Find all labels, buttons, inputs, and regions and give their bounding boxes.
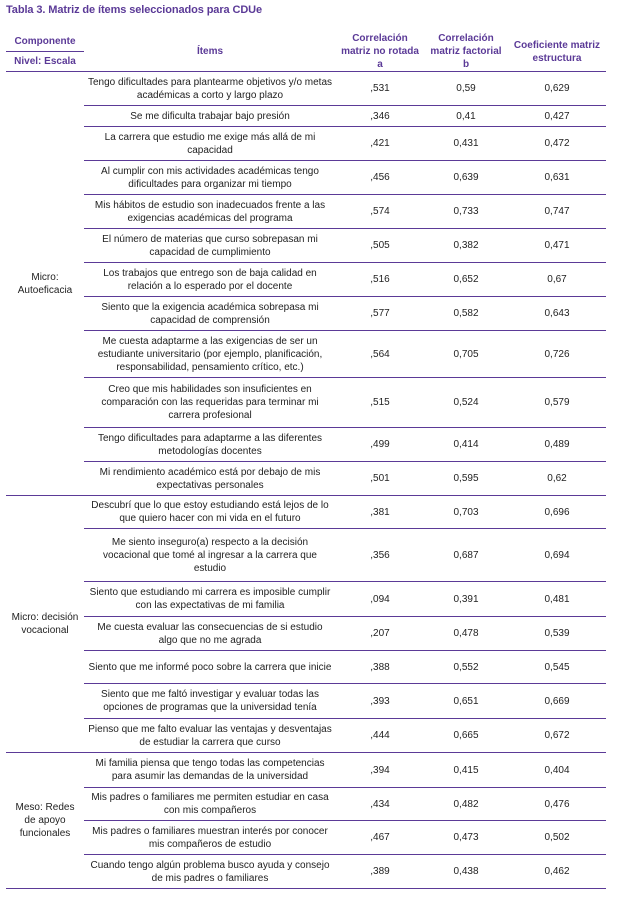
item-text: Me cuesta evaluar las consecuencias de si estudio algo que no me agrada bbox=[84, 617, 336, 651]
corr-no-rotada-value: ,388 bbox=[336, 651, 424, 684]
header-coef-estructura: Coeficiente matriz estructura bbox=[508, 32, 606, 72]
coef-estructura-value: 0,545 bbox=[508, 651, 606, 684]
corr-factorial-value: 0,651 bbox=[424, 684, 508, 719]
coef-estructura-value: 0,747 bbox=[508, 195, 606, 229]
corr-factorial-value: 0,59 bbox=[424, 72, 508, 106]
corr-no-rotada-value: ,094 bbox=[336, 582, 424, 617]
corr-no-rotada-value: ,393 bbox=[336, 684, 424, 719]
coef-estructura-value: 0,539 bbox=[508, 617, 606, 651]
table-row bbox=[6, 684, 606, 719]
corr-factorial-value: 0,391 bbox=[424, 582, 508, 617]
item-text: Siento que me faltó investigar y evaluar todas las opciones de programas que la universidad tenía bbox=[84, 684, 336, 719]
item-text: Tengo dificultades para plantearme objetivos y/o metas académicas a corto y largo plazo bbox=[84, 72, 336, 106]
component-label: Meso: Redes de apoyo funcionales bbox=[6, 753, 84, 889]
coef-estructura-value: 0,631 bbox=[508, 161, 606, 195]
table-row bbox=[6, 855, 606, 889]
table-row bbox=[6, 462, 606, 496]
coef-estructura-value: 0,67 bbox=[508, 263, 606, 297]
corr-no-rotada-value: ,389 bbox=[336, 855, 424, 889]
coef-estructura-value: 0,62 bbox=[508, 462, 606, 496]
corr-factorial-value: 0,482 bbox=[424, 788, 508, 821]
table-row bbox=[6, 229, 606, 263]
item-text: Mis padres o familiares me permiten estudiar en casa con mis compañeros bbox=[84, 788, 336, 821]
corr-factorial-value: 0,41 bbox=[424, 106, 508, 127]
coef-estructura-value: 0,476 bbox=[508, 788, 606, 821]
corr-factorial-value: 0,524 bbox=[424, 378, 508, 428]
component-label: Micro: Autoeficacia bbox=[6, 72, 84, 496]
table-row bbox=[6, 788, 606, 821]
coef-estructura-value: 0,672 bbox=[508, 719, 606, 753]
corr-factorial-value: 0,473 bbox=[424, 821, 508, 855]
table-row bbox=[6, 106, 606, 127]
corr-factorial-value: 0,431 bbox=[424, 127, 508, 161]
corr-factorial-value: 0,414 bbox=[424, 428, 508, 462]
coef-estructura-value: 0,629 bbox=[508, 72, 606, 106]
corr-no-rotada-value: ,531 bbox=[336, 72, 424, 106]
header-items: Ítems bbox=[84, 32, 336, 72]
item-text: Mis padres o familiares muestran interés por conocer mis compañeros de estudio bbox=[84, 821, 336, 855]
component-label: Micro: decisión vocacional bbox=[6, 496, 84, 753]
header-corr-no-rotada: Correlación matriz no rotada a bbox=[336, 32, 424, 72]
corr-factorial-value: 0,552 bbox=[424, 651, 508, 684]
item-text: Mi familia piensa que tengo todas las competencias para asumir las demandas de la universidad bbox=[84, 753, 336, 788]
item-text: El número de materias que curso sobrepasan mi capacidad de cumplimiento bbox=[84, 229, 336, 263]
corr-no-rotada-value: ,444 bbox=[336, 719, 424, 753]
coef-estructura-value: 0,427 bbox=[508, 106, 606, 127]
item-text: Siento que me informé poco sobre la carrera que inicie bbox=[84, 651, 336, 684]
item-text: Mis hábitos de estudio son inadecuados frente a las exigencias académicas del programa bbox=[84, 195, 336, 229]
item-text: Cuando tengo algún problema busco ayuda y consejo de mis padres o familiares bbox=[84, 855, 336, 889]
table-row bbox=[6, 651, 606, 684]
corr-no-rotada-value: ,207 bbox=[336, 617, 424, 651]
corr-no-rotada-value: ,346 bbox=[336, 106, 424, 127]
corr-no-rotada-value: ,501 bbox=[336, 462, 424, 496]
header-componente: Componente bbox=[6, 32, 84, 52]
corr-no-rotada-value: ,577 bbox=[336, 297, 424, 331]
item-text: Creo que mis habilidades son insuficientes en comparación con las requeridas para terminar mi carrera profesional bbox=[84, 378, 336, 428]
items-matrix-table bbox=[6, 32, 606, 889]
coef-estructura-value: 0,669 bbox=[508, 684, 606, 719]
item-text: Descubrí que lo que estoy estudiando está lejos de lo que quiero hacer con mi vida en el futuro bbox=[84, 496, 336, 529]
table-row bbox=[6, 582, 606, 617]
item-text: Siento que estudiando mi carrera es imposible cumplir con las expectativas de mi familia bbox=[84, 582, 336, 617]
corr-no-rotada-value: ,394 bbox=[336, 753, 424, 788]
corr-no-rotada-value: ,356 bbox=[336, 529, 424, 582]
coef-estructura-value: 0,481 bbox=[508, 582, 606, 617]
item-text: Me cuesta adaptarme a las exigencias de ser un estudiante universitario (por ejemplo, planificación, responsabilidad, pensamiento crítico, etc.) bbox=[84, 331, 336, 378]
corr-factorial-value: 0,382 bbox=[424, 229, 508, 263]
corr-no-rotada-value: ,381 bbox=[336, 496, 424, 529]
corr-factorial-value: 0,687 bbox=[424, 529, 508, 582]
coef-estructura-value: 0,694 bbox=[508, 529, 606, 582]
coef-estructura-value: 0,696 bbox=[508, 496, 606, 529]
corr-no-rotada-value: ,456 bbox=[336, 161, 424, 195]
item-text: Mi rendimiento académico está por debajo de mis expectativas personales bbox=[84, 462, 336, 496]
corr-no-rotada-value: ,421 bbox=[336, 127, 424, 161]
corr-factorial-value: 0,733 bbox=[424, 195, 508, 229]
coef-estructura-value: 0,489 bbox=[508, 428, 606, 462]
coef-estructura-value: 0,404 bbox=[508, 753, 606, 788]
corr-factorial-value: 0,639 bbox=[424, 161, 508, 195]
table-row bbox=[6, 72, 606, 106]
coef-estructura-value: 0,462 bbox=[508, 855, 606, 889]
coef-estructura-value: 0,579 bbox=[508, 378, 606, 428]
table-row bbox=[6, 617, 606, 651]
item-text: Pienso que me falto evaluar las ventajas y desventajas de estudiar la carrera que curso bbox=[84, 719, 336, 753]
corr-no-rotada-value: ,516 bbox=[336, 263, 424, 297]
table-row bbox=[6, 127, 606, 161]
item-text: Se me dificulta trabajar bajo presión bbox=[84, 106, 336, 127]
table-row bbox=[6, 297, 606, 331]
corr-factorial-value: 0,595 bbox=[424, 462, 508, 496]
corr-no-rotada-value: ,467 bbox=[336, 821, 424, 855]
corr-factorial-value: 0,415 bbox=[424, 753, 508, 788]
item-text: Los trabajos que entrego son de baja calidad en relación a lo esperado por el docente bbox=[84, 263, 336, 297]
corr-factorial-value: 0,478 bbox=[424, 617, 508, 651]
table-row bbox=[6, 529, 606, 582]
corr-factorial-value: 0,665 bbox=[424, 719, 508, 753]
table-row bbox=[6, 331, 606, 378]
table-row bbox=[6, 496, 606, 529]
item-text: Me siento inseguro(a) respecto a la decisión vocacional que tomé al ingresar a la carrera que estudio bbox=[84, 529, 336, 582]
item-text: Al cumplir con mis actividades académicas tengo dificultades para organizar mi tiempo bbox=[84, 161, 336, 195]
item-text: Siento que la exigencia académica sobrepasa mi capacidad de comprensión bbox=[84, 297, 336, 331]
corr-no-rotada-value: ,515 bbox=[336, 378, 424, 428]
corr-no-rotada-value: ,564 bbox=[336, 331, 424, 378]
coef-estructura-value: 0,471 bbox=[508, 229, 606, 263]
coef-estructura-value: 0,726 bbox=[508, 331, 606, 378]
table-row bbox=[6, 195, 606, 229]
table-title: Tabla 3. Matriz de ítems seleccionados para CDUe bbox=[6, 4, 263, 16]
table-row bbox=[6, 428, 606, 462]
corr-factorial-value: 0,582 bbox=[424, 297, 508, 331]
table-row bbox=[6, 821, 606, 855]
coef-estructura-value: 0,472 bbox=[508, 127, 606, 161]
table-row bbox=[6, 378, 606, 428]
corr-factorial-value: 0,703 bbox=[424, 496, 508, 529]
header-corr-factorial: Correlación matriz factorial b bbox=[424, 32, 508, 72]
corr-no-rotada-value: ,434 bbox=[336, 788, 424, 821]
corr-no-rotada-value: ,574 bbox=[336, 195, 424, 229]
corr-factorial-value: 0,652 bbox=[424, 263, 508, 297]
corr-no-rotada-value: ,505 bbox=[336, 229, 424, 263]
table-row bbox=[6, 719, 606, 753]
corr-factorial-value: 0,705 bbox=[424, 331, 508, 378]
corr-factorial-value: 0,438 bbox=[424, 855, 508, 889]
coef-estructura-value: 0,643 bbox=[508, 297, 606, 331]
item-text: La carrera que estudio me exige más allá de mi capacidad bbox=[84, 127, 336, 161]
item-text: Tengo dificultades para adaptarme a las diferentes metodologías docentes bbox=[84, 428, 336, 462]
table-row bbox=[6, 753, 606, 788]
table-body bbox=[6, 72, 606, 889]
header-nivel: Nivel: Escala bbox=[6, 52, 84, 72]
corr-no-rotada-value: ,499 bbox=[336, 428, 424, 462]
table-row bbox=[6, 161, 606, 195]
coef-estructura-value: 0,502 bbox=[508, 821, 606, 855]
table-row bbox=[6, 263, 606, 297]
